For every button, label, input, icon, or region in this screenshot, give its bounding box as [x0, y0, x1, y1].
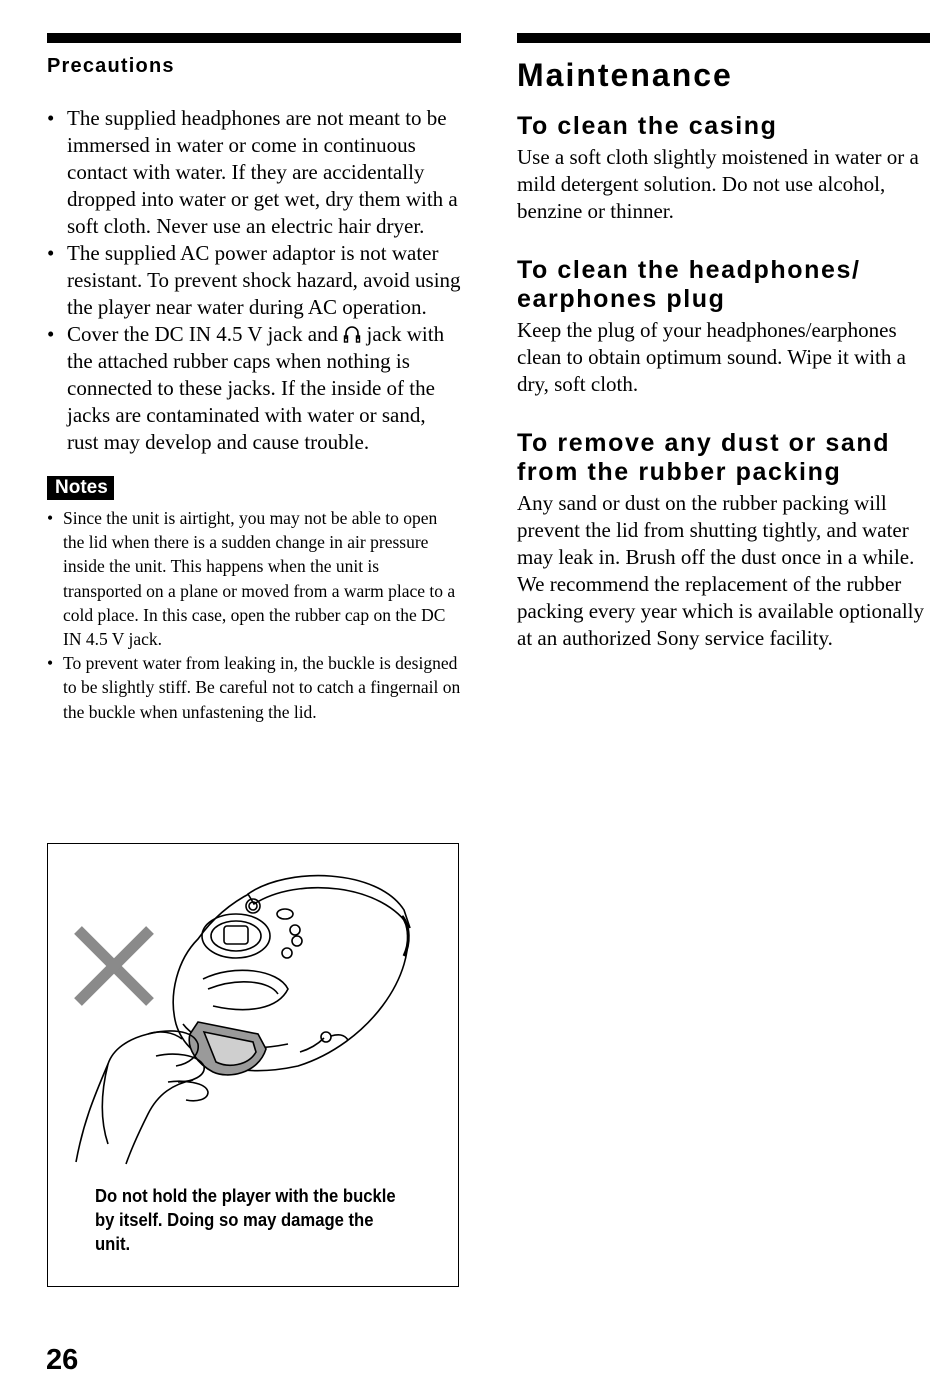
section-body: Any sand or dust on the rubber packing will prevent the lid from shutting tightly, and water may leak in. Brush off the dust once in a while.	[517, 491, 915, 569]
section-clean-casing	[517, 112, 930, 225]
list-item: • The supplied headphones are not meant to be immersed in water or come in continuous contact with water. If they are accidentally dropped into water or get wet, dry them with a soft cloth. Never use an electric hair dryer.	[47, 105, 461, 240]
page-title: Maintenance	[517, 57, 733, 93]
bullet3-text-b: jack with the attached rubber caps when nothing is connected to these jacks. If the inside of the jacks are contaminated with water or sand, rust may develop and cause trouble.	[67, 322, 445, 454]
section-body-2: We recommend the replacement of the rubber packing every year which is available optionally at an authorized Sony service facility.	[517, 572, 925, 650]
bullet3-text-a: Cover the DC IN 4.5 V jack and	[67, 322, 339, 346]
x-mark-icon	[78, 930, 150, 1002]
section-label-precautions: Precautions	[47, 55, 175, 77]
figure-caption: Do not hold the player with the buckle by itself. Doing so may damage the unit.	[95, 1185, 396, 1254]
list-item: • The supplied AC power adaptor is not water resistant. To prevent shock hazard, avoid using the player near water during AC operation.	[47, 240, 461, 321]
list-item: • Since the unit is airtight, you may not be able to open the lid when there is a sudden change in air pressure inside the unit. This happens when the unit is transported on a plane or moved from a warm place to a cold place. In this case, open the rubber cap on the DC IN 4.5 V jack.	[47, 506, 461, 651]
right-column	[517, 33, 930, 652]
section-clean-plug	[517, 256, 930, 398]
notes-list	[47, 506, 461, 724]
section-remove-dust	[517, 429, 930, 652]
warning-figure	[47, 843, 459, 1287]
section-rule	[47, 33, 461, 43]
section-body: Keep the plug of your headphones/earphones clean to obtain optimum sound. Wipe it with a dry, soft cloth.	[517, 318, 906, 396]
headphones-icon	[343, 324, 361, 344]
list-item	[47, 321, 461, 456]
section-heading: To remove any dust or sand from the rubber packing	[517, 429, 891, 486]
page-number: 26	[46, 1344, 79, 1376]
section-rule	[517, 33, 930, 43]
notes-badge: Notes	[47, 476, 114, 500]
precautions-list	[47, 105, 461, 456]
section-heading: To clean the headphones/ earphones plug	[517, 256, 861, 313]
section-body: Use a soft cloth slightly moistened in water or a mild detergent solution. Do not use alcohol, benzine or thinner.	[517, 145, 919, 223]
left-column	[47, 33, 461, 724]
section-heading: To clean the casing	[517, 112, 778, 140]
list-item: • To prevent water from leaking in, the buckle is designed to be slightly stiff. Be careful not to catch a fingernail on the buckle when unfastening the lid.	[47, 651, 461, 724]
